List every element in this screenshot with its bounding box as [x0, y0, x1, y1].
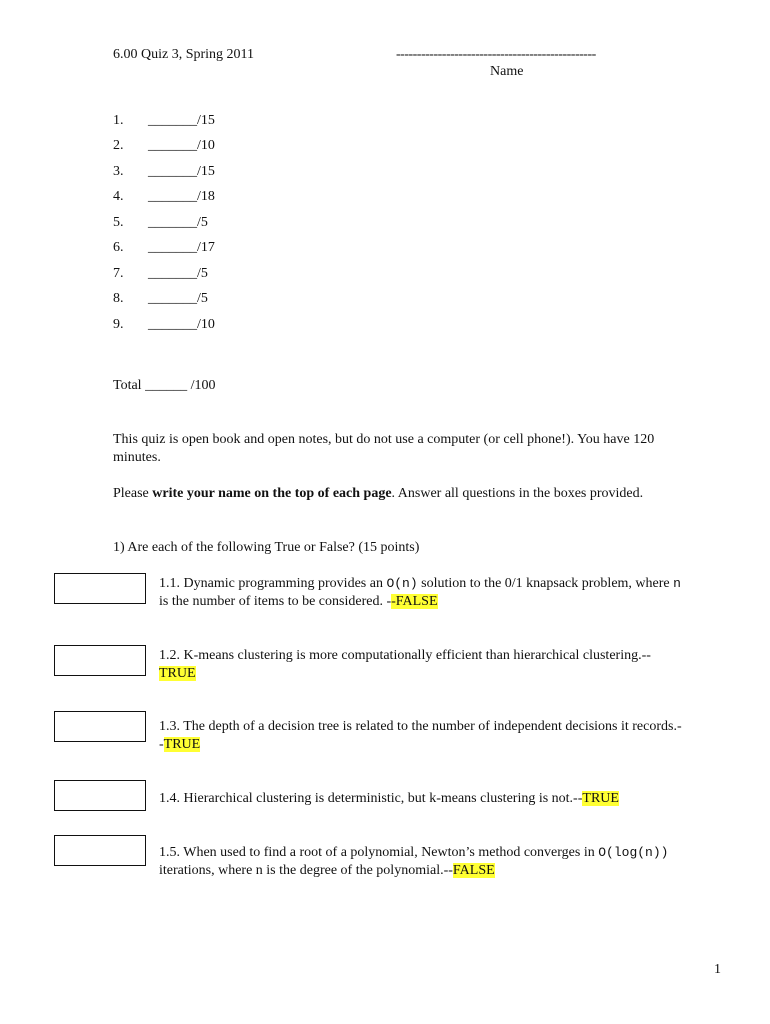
answer-box[interactable] [54, 573, 146, 604]
score-blank: _______/17 [148, 240, 215, 255]
q-text: iterations, where n is the degree of the polynomial.-- [159, 863, 453, 878]
q-text: 1.2. K-means clustering is more computationally efficient than hierarchical clustering.-- [159, 648, 651, 663]
q-code: O(log(n)) [598, 845, 669, 860]
section-title: 1) Are each of the following True or False? (15 points) [113, 540, 420, 555]
answer-highlight: -FALSE [391, 594, 438, 609]
q-text: 1.1. Dynamic programming provides an [159, 576, 387, 591]
page-number: 1 [714, 962, 721, 977]
instructions-line-2: minutes. [113, 450, 161, 465]
score-blank: _______/5 [148, 291, 208, 306]
score-blank: _______/18 [148, 189, 215, 204]
q-text: 1.3. The depth of a decision tree is related to the number of independent decisions it records.- [159, 719, 682, 734]
question-1-5 [159, 844, 668, 880]
q-code: n [673, 576, 681, 591]
score-number: 3. [113, 164, 124, 179]
q-text: - [159, 737, 164, 752]
answer-highlight: TRUE [159, 666, 196, 681]
score-number: 9. [113, 317, 124, 332]
total-score: Total ______ /100 [113, 378, 216, 393]
please-bold: write your name on the top of each page [152, 486, 392, 501]
score-blank: _______/10 [148, 317, 215, 332]
score-number: 8. [113, 291, 124, 306]
q-text: is the number of items to be considered. - [159, 594, 392, 609]
score-blank: _______/15 [148, 113, 215, 128]
score-number: 6. [113, 240, 124, 255]
score-blank: _______/5 [148, 215, 208, 230]
question-1-3 [159, 718, 682, 754]
q-code: O(n) [386, 576, 418, 591]
answer-highlight: TRUE [163, 737, 201, 752]
answer-highlight: TRUE [582, 791, 619, 806]
q-text: solution to the 0/1 knapsack problem, where [417, 576, 674, 591]
score-number: 1. [113, 113, 124, 128]
answer-highlight: FALSE [452, 863, 495, 878]
answer-box[interactable] [54, 835, 146, 866]
score-number: 5. [113, 215, 124, 230]
question-1-1 [159, 575, 681, 611]
score-blank: _______/5 [148, 266, 208, 281]
answer-box[interactable] [54, 780, 146, 811]
answer-box[interactable] [54, 711, 146, 742]
instructions-line-1: This quiz is open book and open notes, but do not use a computer (or cell phone!). You have 120 [113, 432, 655, 447]
instructions-please [113, 486, 643, 502]
q-text: 1.4. Hierarchical clustering is deterministic, but k-means clustering is not.-- [159, 791, 583, 806]
course-title: 6.00 Quiz 3, Spring 2011 [113, 47, 255, 62]
score-number: 4. [113, 189, 124, 204]
please-prefix: Please [113, 486, 153, 501]
q-text: 1.5. When used to find a root of a polynomial, Newton’s method converges in [159, 845, 599, 860]
score-blank: _______/15 [148, 164, 215, 179]
score-number: 2. [113, 138, 124, 153]
name-label: Name [490, 64, 524, 79]
question-1-4 [159, 790, 619, 808]
score-blank: _______/10 [148, 138, 215, 153]
answer-box[interactable] [54, 645, 146, 676]
please-suffix: . Answer all questions in the boxes provided. [391, 486, 644, 501]
name-line: ------------------------------------------------ [396, 47, 596, 62]
question-1-2 [159, 647, 651, 683]
score-number: 7. [113, 266, 124, 281]
